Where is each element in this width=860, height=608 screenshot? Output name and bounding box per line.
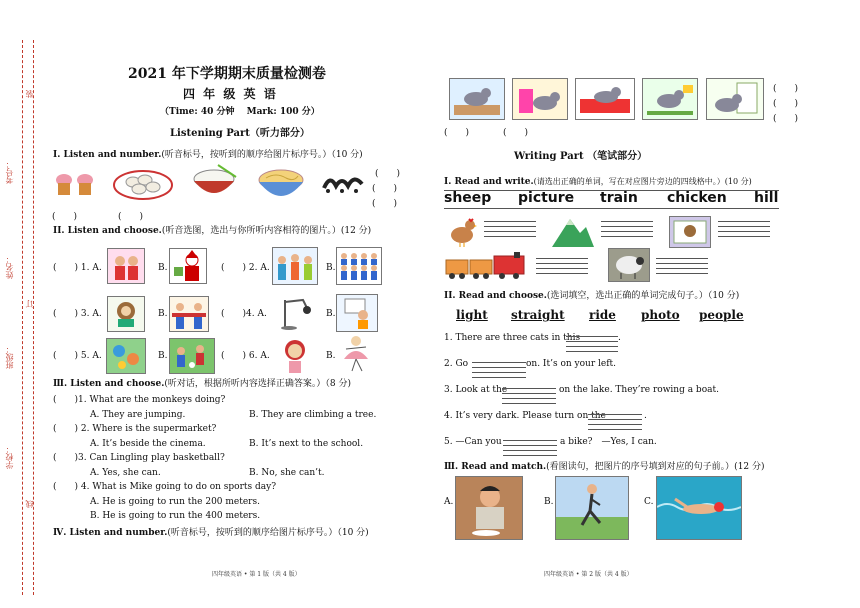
right-top-paren-1[interactable]: ( ) bbox=[773, 84, 799, 94]
right-top-paren-3[interactable]: ( ) bbox=[773, 114, 799, 124]
s1-paren-2[interactable]: ( ) bbox=[372, 184, 398, 194]
w2-sentence-3-start: 3. Look at the bbox=[444, 385, 508, 395]
s1-paren-3[interactable]: ( ) bbox=[372, 199, 398, 209]
s3-q3[interactable]: ( )3. Can Lingling play basketball? bbox=[53, 453, 225, 463]
q4-option-a-picture[interactable] bbox=[277, 296, 315, 330]
w2-sentence-2-blank[interactable] bbox=[472, 362, 526, 382]
q5-option-b-picture[interactable] bbox=[169, 338, 215, 374]
s3-q2-option-b: B. It’s next to the school. bbox=[249, 439, 364, 449]
w1-word-sheep: sheep bbox=[444, 190, 492, 206]
q6-option-a-picture[interactable] bbox=[280, 338, 310, 374]
swimming-photo-icon[interactable] bbox=[656, 476, 742, 540]
sheep-icon bbox=[608, 248, 650, 282]
q3-option-a-picture[interactable] bbox=[107, 296, 145, 332]
w2-word-people: people bbox=[699, 308, 744, 322]
w1-answer-lines-4[interactable] bbox=[536, 258, 588, 278]
running-photo-icon[interactable] bbox=[555, 476, 629, 540]
w2-sentence-4-blank[interactable] bbox=[588, 414, 642, 434]
s2-q2-label[interactable]: ( ) 2. A. bbox=[221, 263, 270, 273]
q4-option-b-picture[interactable] bbox=[336, 294, 378, 332]
s1-heading-row: Ⅰ. Listen and number.(听音标号，按听到的顺序给图片标序号。）（10 分) bbox=[53, 150, 363, 160]
s3-heading-row: Ⅲ. Listen and choose.(听对话，根据所听内容选择正确答案。）（8 分) bbox=[53, 379, 351, 389]
margin-label-school: 学校： bbox=[5, 445, 14, 469]
w2-word-straight: straight bbox=[511, 308, 565, 322]
s2-q4-label[interactable]: ( )4. A. bbox=[221, 309, 267, 319]
s2-q2-b-label: B. bbox=[326, 263, 336, 273]
s3-q4-option-b: B. He is going to run the 400 meters. bbox=[90, 511, 261, 521]
seal-mark-ding: 订 bbox=[25, 300, 34, 308]
w3-heading-row: Ⅲ. Read and match.(看图读句，把图片的序号填到对应的句子前。）(12 分) bbox=[444, 462, 765, 472]
cat-scene-icon-2[interactable] bbox=[512, 78, 568, 120]
q1-option-a-picture[interactable] bbox=[107, 248, 145, 284]
w2-word-ride: ride bbox=[589, 308, 616, 322]
writing-title: Writing Part （笔试部分） bbox=[514, 151, 648, 162]
s3-q4-option-a: A. He is going to run the 200 meters. bbox=[90, 497, 260, 507]
w1-answer-lines-5[interactable] bbox=[656, 258, 708, 278]
cat-scene-icon-1[interactable] bbox=[449, 78, 505, 120]
q5-option-a-picture[interactable] bbox=[106, 338, 146, 374]
binding-line-inner bbox=[33, 40, 34, 595]
s2-q3-label[interactable]: ( ) 3. A. bbox=[53, 309, 102, 319]
eating-photo-icon[interactable] bbox=[455, 476, 523, 540]
s2-q6-label[interactable]: ( ) 6. A. bbox=[221, 351, 270, 361]
w1-heading-row: Ⅰ. Read and write.(请选出正确的单词，写在对应图片旁边的四线格中。）(10 分) bbox=[444, 177, 752, 187]
s3-q3-option-a: A. Yes, she can. bbox=[90, 468, 161, 478]
q1-option-b-picture[interactable] bbox=[169, 248, 207, 284]
q3-option-b-picture[interactable] bbox=[169, 296, 209, 332]
s1-paren-1[interactable]: ( ) bbox=[375, 169, 401, 179]
right-top-paren-4[interactable]: ( ) bbox=[444, 128, 470, 138]
s4-heading-row: Ⅳ. Listen and number.(听音标号，按听到的顺序给图片标序号。）（10 分) bbox=[53, 528, 369, 538]
w3-label-a: A. bbox=[444, 497, 454, 507]
w3-label-c: C. bbox=[644, 497, 654, 507]
cat-scene-icon-5[interactable] bbox=[706, 78, 764, 120]
right-top-paren-5[interactable]: ( ) bbox=[503, 128, 529, 138]
s2-q3-b-label: B. bbox=[158, 309, 168, 319]
w2-sentence-1-end: . bbox=[618, 333, 621, 343]
binding-line-outer bbox=[22, 40, 23, 595]
s2-q1-b-label: B. bbox=[158, 263, 168, 273]
s2-q5-label[interactable]: ( ) 5. A. bbox=[53, 351, 102, 361]
s1-paren-5[interactable]: ( ) bbox=[118, 212, 144, 222]
s2-q1-label[interactable]: ( ) 1. A. bbox=[53, 263, 102, 273]
w2-heading-row: II. Read and choose.(选词填空，选出正确的单词完成句子。）（10 分) bbox=[444, 291, 740, 301]
exam-title: 2021 年下学期期末质量检测卷 bbox=[128, 66, 326, 82]
listening-title: Listening Part（听力部分） bbox=[170, 128, 310, 139]
margin-label-exam-number: 考号： bbox=[5, 160, 14, 184]
w1-word-hill: hill bbox=[754, 190, 779, 206]
s3-q4[interactable]: ( ) 4. What is Mike going to do on sports day? bbox=[53, 482, 277, 492]
s1-paren-4[interactable]: ( ) bbox=[52, 212, 78, 222]
dragon-dance-icon bbox=[322, 172, 364, 194]
w2-word-photo: photo bbox=[641, 308, 680, 322]
exam-meta: （Time: 40 分钟 Mark: 100 分） bbox=[160, 107, 320, 117]
cupcake-icon bbox=[53, 170, 97, 198]
w2-sentence-4-end: . bbox=[644, 411, 647, 421]
seal-mark-xian: 线 bbox=[25, 500, 34, 508]
picture-frame-icon bbox=[669, 216, 711, 248]
left-page-footer: 四年级英语 • 第 1 版（共 4 版） bbox=[212, 571, 301, 578]
w1-word-picture: picture bbox=[518, 190, 575, 206]
exam-subject: 四 年 级 英 语 bbox=[183, 87, 278, 101]
s2-heading-row: II. Listen and choose.(听音选图，选出与你所听内容相符的图片。）(12 分) bbox=[53, 226, 372, 236]
s3-q1-option-b: B. They are climbing a tree. bbox=[249, 410, 377, 420]
w1-answer-lines-1[interactable] bbox=[484, 221, 536, 241]
s3-q2[interactable]: ( ) 2. Where is the supermarket? bbox=[53, 424, 217, 434]
q6-option-b-picture[interactable] bbox=[336, 333, 376, 373]
s3-q2-option-a: A. It’s beside the cinema. bbox=[90, 439, 206, 449]
margin-label-name: 姓名： bbox=[5, 255, 14, 279]
s3-q3-option-b: B. No, she can’t. bbox=[249, 468, 325, 478]
right-page-footer: 四年级英语 • 第 2 版（共 4 版） bbox=[544, 571, 633, 578]
w3-label-b: B. bbox=[544, 497, 554, 507]
w2-sentence-5-end: a bike? —Yes, I can. bbox=[560, 437, 657, 447]
s2-q4-b-label: B. bbox=[326, 309, 336, 319]
w2-sentence-2-end: on. It’s on your left. bbox=[526, 359, 616, 369]
right-top-paren-2[interactable]: ( ) bbox=[773, 99, 799, 109]
seal-mark-zhuang: 装 bbox=[25, 90, 34, 98]
w1-word-line-bottom bbox=[444, 208, 779, 209]
train-icon bbox=[444, 252, 532, 280]
s3-q1[interactable]: ( )1. What are the monkeys doing? bbox=[53, 395, 226, 405]
w2-sentence-3-end: on the lake. They’re rowing a boat. bbox=[559, 385, 719, 395]
w2-sentence-1-blank[interactable] bbox=[566, 336, 618, 356]
q2-option-b-picture[interactable] bbox=[336, 247, 382, 285]
chicken-icon bbox=[446, 215, 478, 247]
rice-bowl-icon bbox=[188, 163, 240, 201]
s3-q1-option-a: A. They are jumping. bbox=[90, 410, 186, 420]
w2-sentence-1-start: 1. There are three cats in this bbox=[444, 333, 581, 343]
w2-sentence-2-start: 2. Go bbox=[444, 359, 469, 369]
noodles-icon bbox=[256, 160, 306, 204]
w1-answer-lines-3[interactable] bbox=[718, 221, 770, 241]
w2-sentence-4-start: 4. It’s very dark. Please turn on the bbox=[444, 411, 606, 421]
w1-word-train: train bbox=[600, 190, 638, 206]
w2-word-light: light bbox=[456, 308, 488, 322]
w2-sentence-3-blank[interactable] bbox=[502, 388, 556, 408]
s2-q5-b-label: B. bbox=[158, 351, 168, 361]
cat-scene-icon-4[interactable] bbox=[642, 78, 698, 120]
margin-label-class: 班级： bbox=[5, 345, 14, 369]
w2-sentence-5-blank[interactable] bbox=[503, 440, 557, 460]
cat-scene-icon-3[interactable] bbox=[575, 78, 635, 120]
w1-word-chicken: chicken bbox=[667, 190, 727, 206]
dumplings-icon bbox=[112, 165, 174, 201]
q2-option-a-picture[interactable] bbox=[272, 247, 318, 285]
hill-icon bbox=[550, 215, 596, 249]
w2-sentence-5-start: 5. —Can you bbox=[444, 437, 502, 447]
w1-answer-lines-2[interactable] bbox=[601, 221, 653, 241]
s2-q6-b-label: B. bbox=[326, 351, 336, 361]
